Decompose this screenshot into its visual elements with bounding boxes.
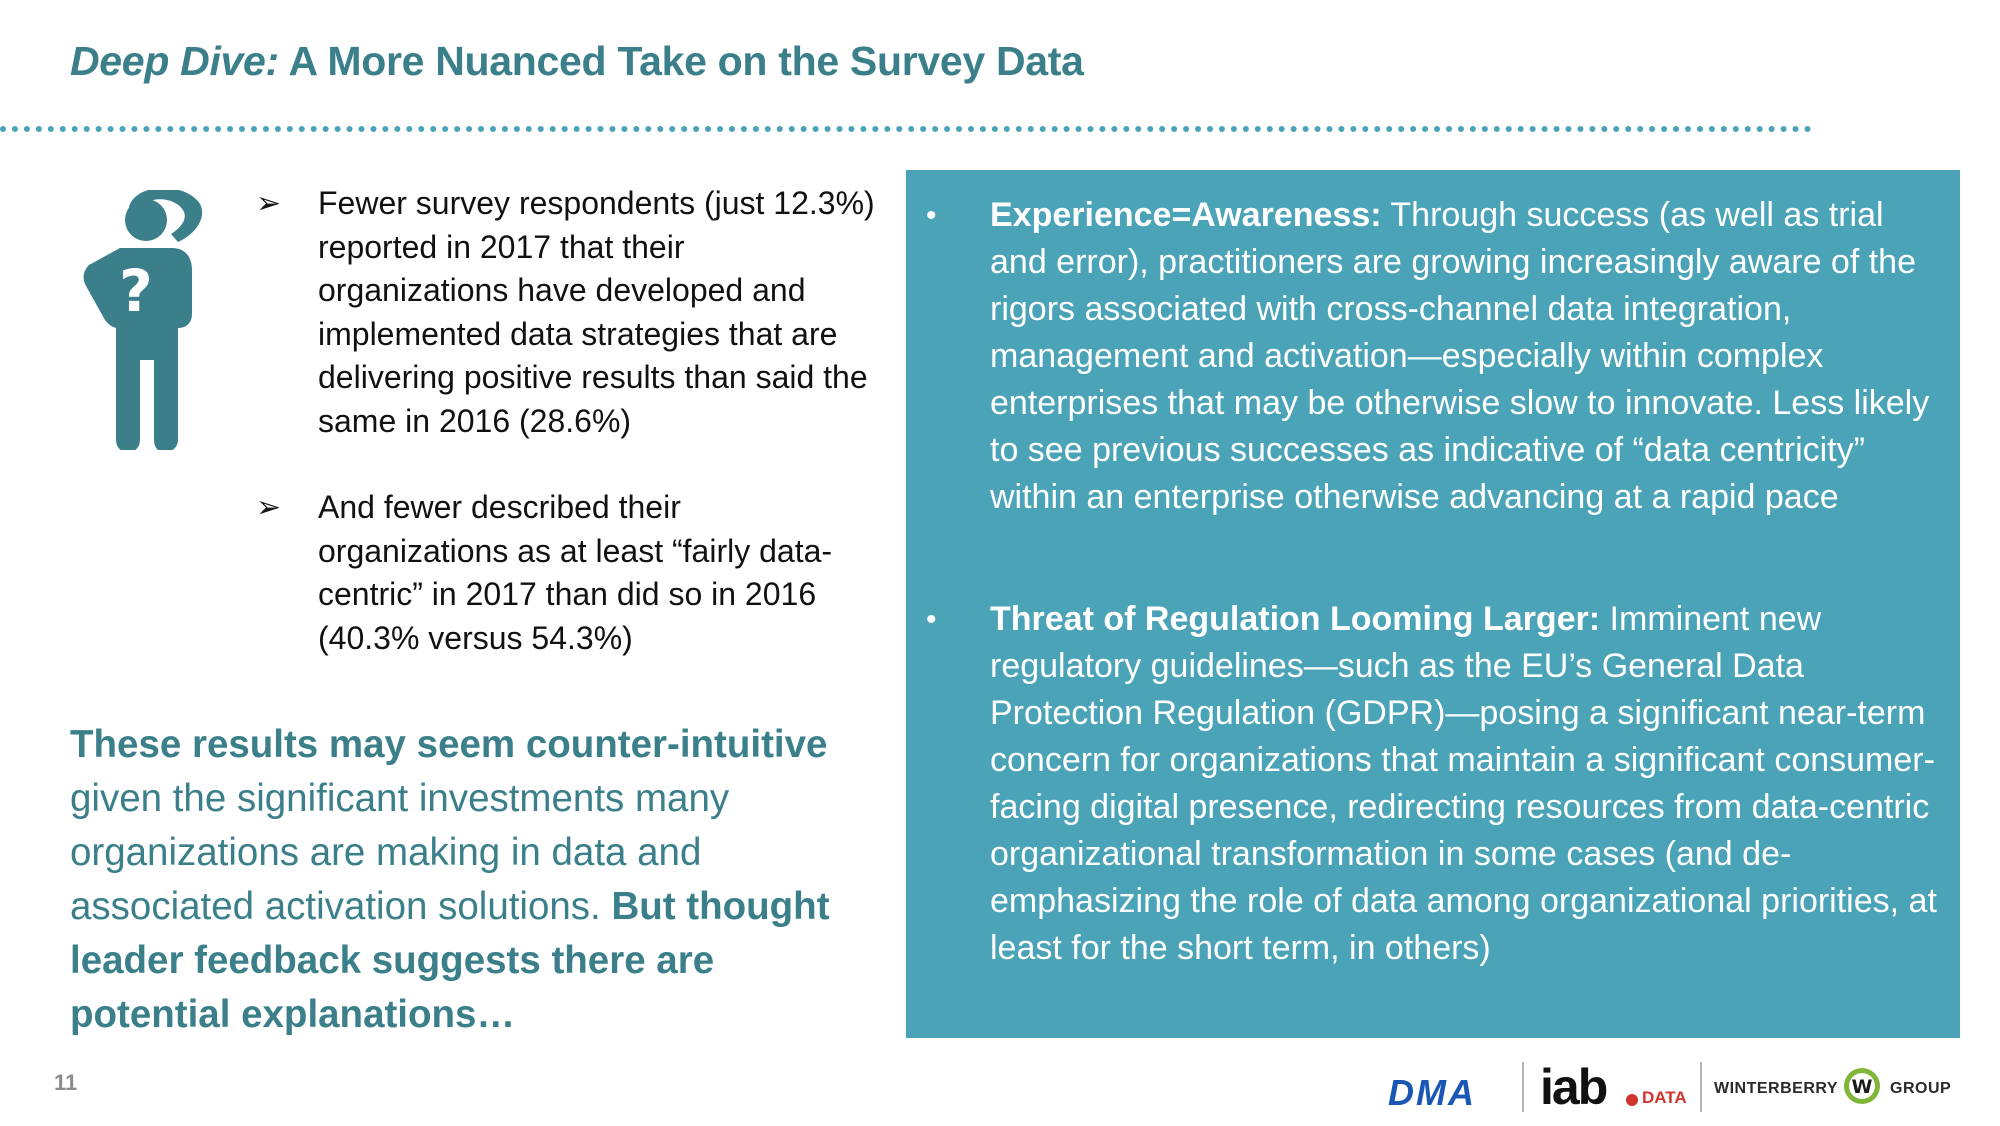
iab-dot — [1626, 1094, 1638, 1106]
callout-bold-start: These results may seem counter-intuitive — [70, 723, 828, 766]
panel-bullet-text: Through success (as well as trial and error), practitioners are growing increasingly aware of the rigors associated with cross-channel data integration, management and activation—especially within complex enterprises that may be otherwise slow to innovate. Less likely to see previous successes as indicative of “data centricity” within an enterprise otherwise advancing at a rapid pace — [990, 196, 1930, 516]
arrow-bullet-icon: ➢ — [256, 491, 282, 524]
winterberry-w-icon — [1843, 1067, 1881, 1105]
insight-panel — [906, 170, 1960, 1038]
logo-separator — [1522, 1062, 1524, 1112]
bullet-text: Fewer survey respondents (just 12.3%) reported in 2017 that their organizations have developed and implemented data strategies that are delivering positive results than said the same in 2016 (28.6%) — [318, 185, 875, 439]
survey-bullet — [256, 182, 876, 443]
page-title — [70, 38, 1084, 85]
w-mark-text: W — [1851, 1076, 1873, 1098]
callout-text — [70, 718, 870, 1042]
dotted-divider — [0, 126, 1812, 132]
panel-bullet-heading: Experience=Awareness: — [990, 196, 1382, 234]
callout-middle: given the significant investments many organizations are making in data and associated activation solutions. — [70, 777, 730, 928]
panel-bullet-heading: Threat of Regulation Looming Larger: — [990, 600, 1601, 638]
page-number: 11 — [54, 1070, 78, 1095]
title-rest: A More Nuanced Take on the Survey Data — [288, 38, 1084, 84]
bullet-dot: • — [926, 603, 937, 636]
dma-logo: DMA — [1388, 1072, 1476, 1113]
logo-separator — [1700, 1062, 1702, 1112]
title-emphasis: Deep Dive: — [70, 38, 279, 84]
callout-bold-end: But thought leader feedback suggests there are potential explanations… — [70, 885, 830, 1036]
bullet-text: And fewer described their organizations as at least “fairly data-centric” in 2017 than did so in 2016 (40.3% versus 54.3%) — [318, 489, 833, 656]
arrow-bullet-icon: ➢ — [256, 187, 282, 220]
survey-bullets — [256, 182, 876, 660]
panel-bullet-regulation — [926, 596, 1940, 972]
survey-bullet — [256, 486, 876, 660]
partner-logos — [1388, 1058, 1958, 1114]
panel-bullet-text: Imminent new regulatory guidelines—such as the EU’s General Data Protection Regulation (GDPR)—posing a significant near-term concern for organizations that maintain a significant consumer-facing digital presence, redirecting resources from data-centric organizational transformation in some cases (and de-emphasizing the role of data among organizational priorities, at least for the short term, in others) — [990, 600, 1937, 967]
iab-logo: iab — [1540, 1059, 1607, 1115]
bullet-dot: • — [926, 199, 937, 232]
group-logo-text: GROUP — [1890, 1080, 1952, 1097]
svg-text:?: ? — [119, 257, 153, 325]
confused-person-icon — [74, 190, 222, 450]
winterberry-logo: WINTERBERRY — [1714, 1080, 1839, 1097]
iab-data-label: DATA — [1642, 1088, 1687, 1107]
panel-bullet-experience — [926, 192, 1940, 521]
